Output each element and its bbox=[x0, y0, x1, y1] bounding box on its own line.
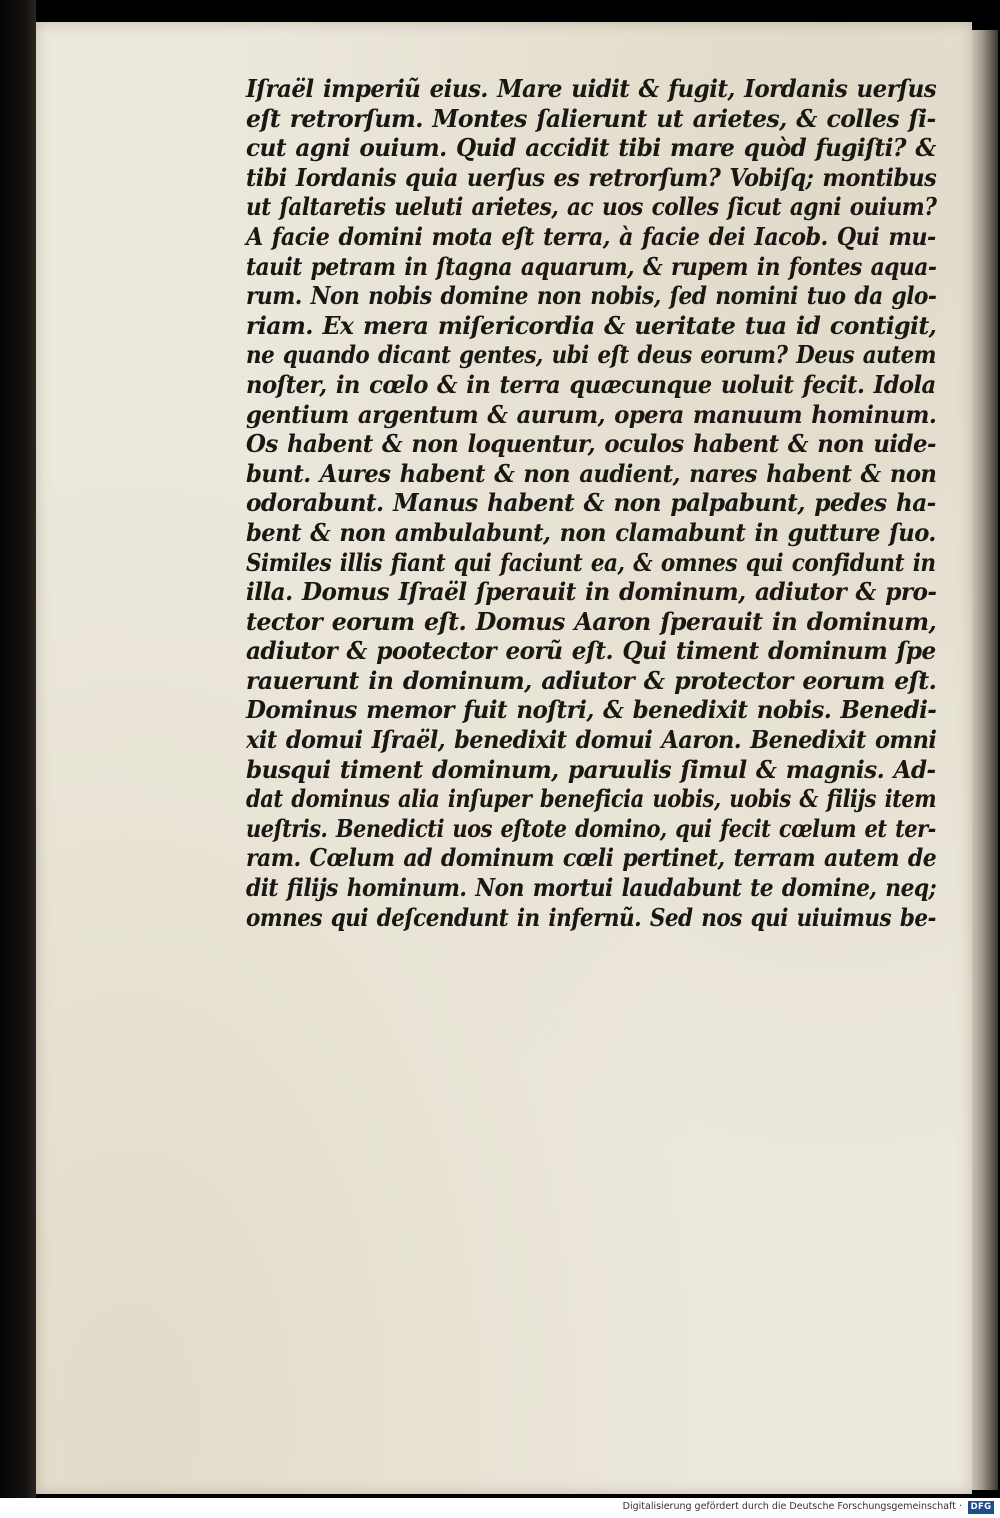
text-line: ueſtris. Benedicti uos eſtote domino, qui fecit cœlum et ter- bbox=[246, 813, 936, 843]
digitization-credit: Digitalisierung gefördert durch die Deutsche Forschungsgemeinschaft · bbox=[622, 1501, 962, 1512]
text-line: riam. Ex mera miſericordia & ueritate tua id contigit, bbox=[246, 310, 937, 340]
footer-bar bbox=[0, 1498, 1000, 1518]
text-line: Dominus memor fuit noſtri, & benedixit nobis. Benedi- bbox=[246, 695, 937, 725]
text-line: odorabunt. Manus habent & non palpabunt, pedes ha- bbox=[246, 488, 936, 518]
text-line: xit domui Iſraël, benedixit domui Aaron. Benedixit omni bbox=[246, 725, 937, 755]
text-line: Os habent & non loquentur, oculos habent & non uide- bbox=[246, 429, 936, 459]
text-line: ram. Cœlum ad dominum cœli pertinet, terram autem de bbox=[246, 843, 937, 873]
text-line: Similes illis fiant qui faciunt ea, & omnes qui confidunt in bbox=[246, 547, 936, 577]
text-line: busqui timent dominum, paruulis ſimul & magnis. Ad- bbox=[246, 754, 936, 784]
text-line: ne quando dicant gentes, ubi eſt deus eorum? Deus autem bbox=[246, 340, 936, 370]
text-line: dat dominus alia inſuper beneficia uobis, uobis & filijs item bbox=[246, 784, 937, 814]
text-line: bunt. Aures habent & non audient, nares habent & non bbox=[246, 458, 937, 488]
text-line: tibi Iordanis quia uerſus es retrorſum? Vobiſq; montibus bbox=[246, 162, 937, 192]
text-line: tauit petram in ſtagna aquarum, & rupem in fontes aqua- bbox=[246, 251, 937, 281]
dfg-logo: DFG bbox=[968, 1501, 994, 1514]
text-line: cut agni ouium. Quid accidit tibi mare quòd fugiſti? & bbox=[246, 133, 936, 163]
book-page bbox=[36, 22, 972, 1494]
text-line: Iſraël imperiũ eius. Mare uidit & fugit, Iordanis uerſus bbox=[246, 74, 937, 103]
text-line: noſter, in cœlo & in terra quæcunque uoluit fecit. Idola bbox=[246, 369, 936, 399]
text-line: dit filijs hominum. Non mortui laudabunt te domine, neq; bbox=[246, 873, 937, 903]
text-line: omnes qui deſcendunt in infernũ. Sed nos qui uiuimus be- bbox=[246, 902, 936, 932]
text-line: A facie domini mota eſt terra, à facie dei Iacob. Qui mu- bbox=[246, 221, 936, 251]
text-line: ut ſaltaretis ueluti arietes, ac uos colles ſicut agni ouium? bbox=[246, 192, 937, 222]
text-line: eſt retrorſum. Montes ſalierunt ut arietes, & colles ſi- bbox=[246, 103, 936, 133]
text-line: adiutor & pootector eorũ eſt. Qui timent dominum ſpe bbox=[246, 636, 936, 666]
page-edge bbox=[972, 30, 998, 1490]
text-line: illa. Domus Iſraël ſperauit in dominum, adiutor & pro- bbox=[246, 577, 937, 607]
text-block bbox=[246, 74, 936, 932]
text-line: rauerunt in dominum, adiutor & protector eorum eſt. bbox=[246, 665, 937, 695]
text-line: tector eorum eſt. Domus Aaron ſperauit in dominum, bbox=[246, 606, 937, 636]
text-line: rum. Non nobis domine non nobis, ſed nomini tuo da glo- bbox=[246, 281, 937, 311]
book-spine-shadow bbox=[0, 0, 36, 1498]
text-line: bent & non ambulabunt, non clamabunt in gutture ſuo. bbox=[246, 517, 936, 547]
text-line: gentium argentum & aurum, opera manuum hominum. bbox=[246, 399, 937, 429]
